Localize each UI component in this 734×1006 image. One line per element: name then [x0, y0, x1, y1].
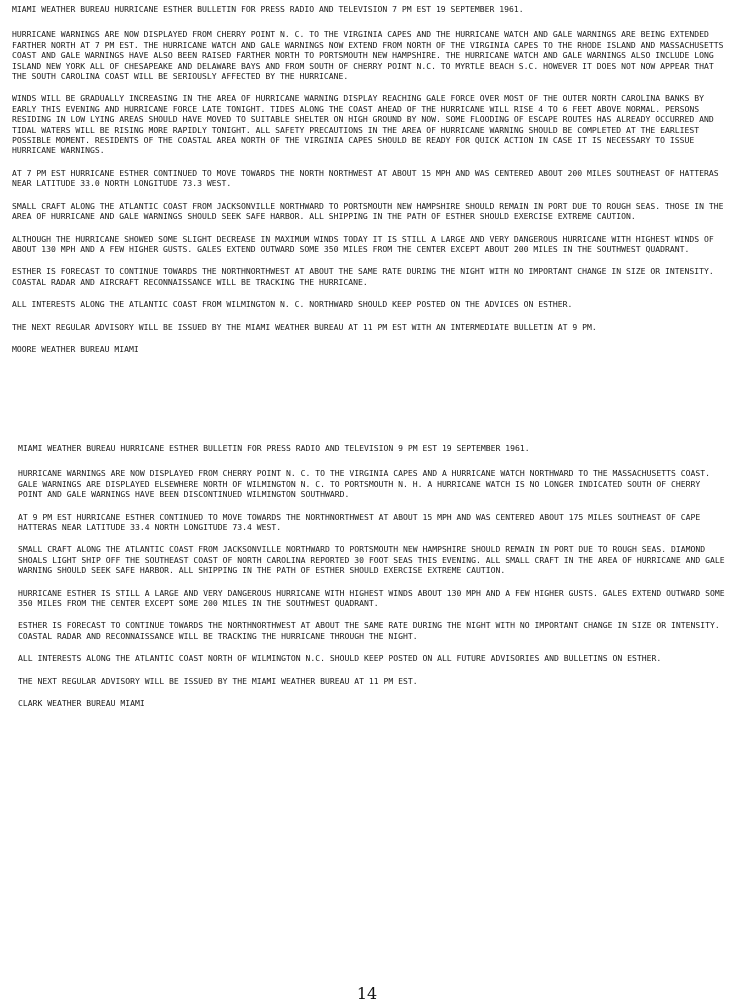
bulletin-paragraph: THE NEXT REGULAR ADVISORY WILL BE ISSUED BY THE MIAMI WEATHER BUREAU AT 11 PM EST. — [18, 675, 418, 686]
bulletin-paragraph: ESTHER IS FORECAST TO CONTINUE TOWARDS THE NORTHNORTHWEST AT ABOUT THE SAME RATE DURING THE NIGHT WITH NO IMPORTANT CHANGE IN SIZE OR INTENSITY. COASTAL RADAR AND RECONNAISSANCE WILL BE TRACKING THE HURRICANE THROUGH THE NIGHT. — [18, 620, 720, 641]
bulletin-paragraph: HURRICANE ESTHER IS STILL A LARGE AND VERY DANGEROUS HURRICANE WITH HIGHEST WINDS ABOUT 130 MPH AND A FEW HIGHER GUSTS. GALES EXTEND OUTWARD SOME 350 MILES FROM THE CENTER EXCEPT SOME 200 MILES IN THE SOUTHWEST QUADRANT. — [18, 587, 725, 609]
bulletin-signature: MOORE WEATHER BUREAU MIAMI — [12, 343, 139, 354]
bulletin-paragraph: ALL INTERESTS ALONG THE ATLANTIC COAST NORTH OF WILMINGTON N.C. SHOULD KEEP POSTED ON ALL FUTURE ADVISORIES AND BULLETINS ON ESTHER. — [18, 653, 662, 664]
bulletin-signature: CLARK WEATHER BUREAU MIAMI — [18, 698, 145, 709]
bulletin-paragraph: HURRICANE WARNINGS ARE NOW DISPLAYED FROM CHERRY POINT N. C. TO THE VIRGINIA CAPES AND A HURRICANE WATCH NORTHWARD TO THE MASSACHUSETTS COAST. GALE WARNINGS ARE DISPLAYED ELSEWHERE NORTH OF WILMINGTON N. C. TO PORTSMOUTH N. H. A HURRICANE WATCH IS NO LONGER INDICATED SOUTH OF CHERRY POINT AND GALE WARNINGS HAVE BEEN DISCONTINUED WILMINGTON SOUTHWARD. — [18, 468, 710, 500]
bulletin-paragraph: AT 9 PM EST HURRICANE ESTHER CONTINUED TO MOVE TOWARDS THE NORTHNORTHWEST AT ABOUT 15 MPH AND WAS CENTERED ABOUT 175 MILES SOUTHEAST OF CAPE HATTERAS NEAR LATITUDE 33.4 NORTH LONGITUDE 73.4 WEST. — [18, 511, 701, 533]
page-number: 14 — [356, 984, 378, 1003]
bulletin-paragraph: ALL INTERESTS ALONG THE ATLANTIC COAST FROM WILMINGTON N. C. NORTHWARD SHOULD KEEP POSTED ON THE ADVICES ON ESTHER. — [12, 299, 573, 310]
bulletin-paragraph: SMALL CRAFT ALONG THE ATLANTIC COAST FROM JACKSONVILLE NORTHWARD TO PORTSMOUTH NEW HAMPSHIRE SHOULD REMAIN IN PORT DUE TO ROUGH SEAS. DIAMOND SHOALS LIGHT SHIP OFF THE SOUTHEAST COAST OF NORTH CAROLINA REPORTED 30 FOOT SEAS THIS EVENING. ALL SMALL CRAFT IN THE AREA OF HURRICANE AND GALE WARNING SHOULD SEEK SAFE HARBOR. ALL SHIPPING IN THE PATH OF ESTHER SHOULD EXERCISE EXTREME CAUTION. — [18, 544, 725, 576]
bulletin-paragraph: WINDS WILL BE GRADUALLY INCREASING IN THE AREA OF HURRICANE WARNING DISPLAY REACHING GALE FORCE OVER MOST OF THE OUTER NORTH CAROLINA BANKS BY EARLY THIS EVENING AND HURRICANE FORCE LATE TONIGHT. TIDES ALONG THE COAST AHEAD OF THE HURRICANE WILL RISE 4 TO 6 FEET ABOVE NORMAL. PERSONS RESIDING IN LOW LYING AREAS SHOULD HAVE MOVED TO SUITABLE SHELTER ON HIGH GROUND BY NOW. SOME FLOODING OF ESCAPE ROUTES HAS ALREADY OCCURRED AND TIDAL WATERS WILL BE RISING MORE RAPIDLY TONIGHT. ALL SAFETY PRECAUTIONS IN THE AREA OF HURRICANE WARNING SHOULD BE COMPLETED AT THE EARLIEST POSSIBLE MOMENT. RESIDENTS OF THE COASTAL AREA NORTH OF THE VIRGINIA CAPES SHOULD BE READY FOR QUICK ACTION IN CASE IT IS NECESSARY TO ISSUE HURRICANE WARNINGS. — [12, 93, 714, 156]
bulletin-9pm — [18, 443, 728, 721]
bulletin-header: MIAMI WEATHER BUREAU HURRICANE ESTHER BULLETIN FOR PRESS RADIO AND TELEVISION 9 PM EST 19 SEPTEMBER 1961. — [18, 443, 530, 453]
bulletin-paragraph: ALTHOUGH THE HURRICANE SHOWED SOME SLIGHT DECREASE IN MAXIMUM WINDS TODAY IT IS STILL A LARGE AND VERY DANGEROUS HURRICANE WITH HIGHEST WINDS OF ABOUT 130 MPH AND A FEW HIGHER GUSTS. GALES EXTEND OUTWARD SOME 350 MILES FROM THE CENTER EXCEPT ABOUT 200 MILES IN THE SOUTHWEST QUADRANT. — [12, 233, 714, 254]
bulletin-paragraph: THE NEXT REGULAR ADVISORY WILL BE ISSUED BY THE MIAMI WEATHER BUREAU AT 11 PM EST WITH AN INTERMEDIATE BULLETIN AT 9 PM. — [12, 321, 597, 332]
bulletin-paragraph: AT 7 PM EST HURRICANE ESTHER CONTINUED TO MOVE TOWARDS THE NORTH NORTHWEST AT ABOUT 15 MPH AND WAS CENTERED ABOUT 200 MILES SOUTHEAST OF HATTERAS NEAR LATITUDE 33.0 NORTH LONGITUDE 73.3 WEST. — [12, 167, 719, 189]
bulletin-paragraph: ESTHER IS FORECAST TO CONTINUE TOWARDS THE NORTHNORTHWEST AT ABOUT THE SAME RATE DURING THE NIGHT WITH NO IMPORTANT CHANGE IN SIZE OR INTENSITY. COASTAL RADAR AND AIRCRAFT RECONNAISSANCE WILL BE TRACKING THE HURRICANE. — [12, 266, 714, 287]
bulletin-paragraph: HURRICANE WARNINGS ARE NOW DISPLAYED FROM CHERRY POINT N. C. TO THE VIRGINIA CAPES AND THE HURRICANE WATCH AND GALE WARNINGS ARE BEING EXTENDED FARTHER NORTH AT 7 PM EST. THE HURRICANE WATCH AND GALE WARNINGS NOW EXTEND FROM NORTH OF THE VIRGINIA CAPES TO THE RHODE ISLAND AND MASSACHUSETTS COAST AND GALE WARNINGS HAVE ALSO BEEN RAISED FARTHER NORTH TO PORTSMOUTH NEW HAMPSHIRE. THE HURRICANE WATCH AND GALE WARNINGS ALSO INCLUDE LONG ISLAND NEW YORK ALL OF CHESAPEAKE AND DELAWARE BAYS AND FROM SOUTH OF CHERRY POINT N.C. TO MYRTLE BEACH S.C. HOWEVER IT DOES NOT NOW APPEAR THAT THE SOUTH CAROLINA COAST WILL BE SERIOUSLY AFFECTED BY THE HURRICANE. — [12, 29, 724, 82]
bulletin-header: MIAMI WEATHER BUREAU HURRICANE ESTHER BULLETIN FOR PRESS RADIO AND TELEVISION 7 PM EST 19 SEPTEMBER 1961. — [12, 4, 524, 14]
bulletin-paragraph: SMALL CRAFT ALONG THE ATLANTIC COAST FROM JACKSONVILLE NORTHWARD TO PORTSMOUTH NEW HAMPSHIRE SHOULD REMAIN IN PORT DUE TO ROUGH SEAS. THOSE IN THE AREA OF HURRICANE AND GALE WARNINGS SHOULD SEEK SAFE HARBOR. ALL SHIPPING IN THE PATH OF ESTHER SHOULD EXERCISE EXTREME CAUTION. — [12, 200, 724, 222]
bulletin-7pm — [12, 4, 730, 366]
